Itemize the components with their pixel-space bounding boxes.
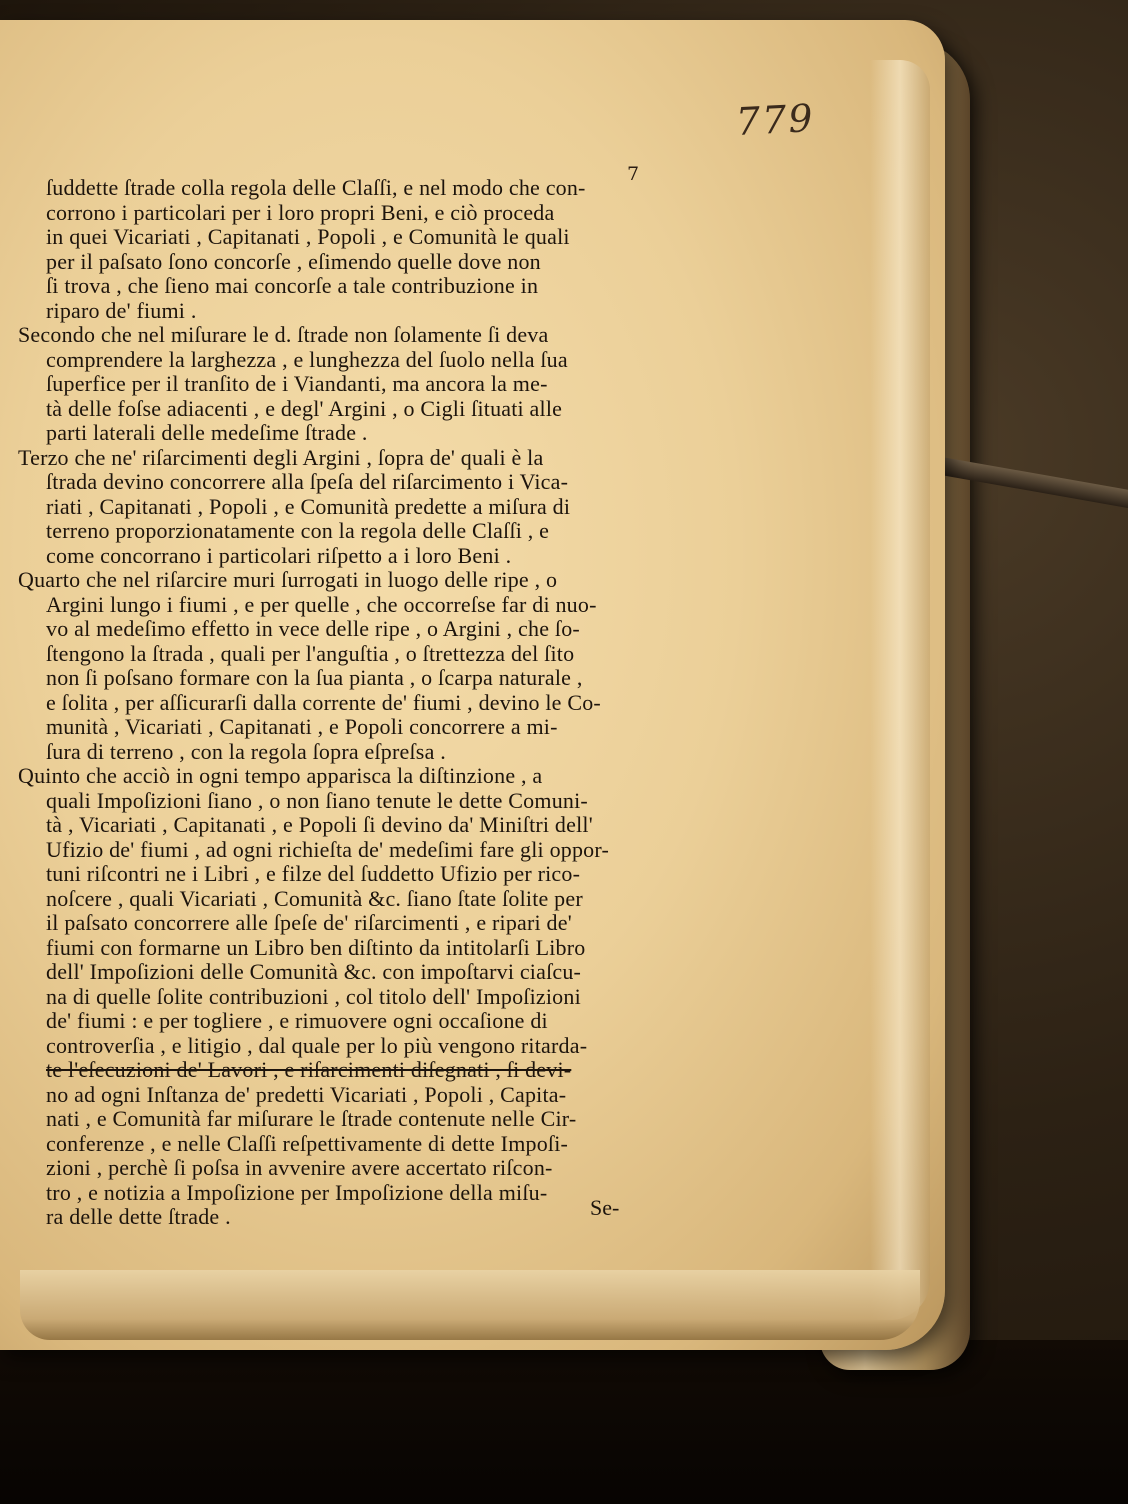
text-line: quali Impoſizioni ſiano , o non ſiano tenute le dette Comuni- xyxy=(46,787,588,813)
text-line: ſura di terreno , con la regola ſopra eſpreſsa . xyxy=(46,738,446,764)
text-line: Terzo che ne' riſarcimenti degli Argini , ſopra de' quali è la xyxy=(18,444,544,470)
text-line: riati , Capitanati , Popoli , e Comunità predette a miſura di xyxy=(46,493,571,519)
text-line: Ufizio de' fiumi , ad ogni richieſta de' medeſimi fare gli oppor- xyxy=(46,836,609,862)
text-line: il paſsato concorrere alle ſpeſe de' riſarcimenti , e ripari de' xyxy=(46,910,572,935)
text-line: Quinto che acciò in ogni tempo apparisca la diſtinzione , a xyxy=(18,763,543,788)
text-line: no ad ogni Inſtanza de' predetti Vicariati , Popoli , Capita- xyxy=(46,1081,567,1107)
text-line: ſi trova , che ſieno mai concorſe a tale contribuzione in xyxy=(46,273,539,298)
text-line: fiumi con formarne un Libro ben diſtinto da intitolarſi Libro xyxy=(46,934,586,960)
text-line: ſtengono la ſtrada , quali per l'anguſtia , o ſtrettezza del ſito xyxy=(46,640,575,666)
text-line: vo al medeſimo effetto in vece delle ripe , o Argini , che ſo- xyxy=(46,616,580,641)
handwritten-folio-number: 779 xyxy=(734,95,816,145)
text-line: na di quelle ſolite contribuzioni , col titolo dell' Impoſizioni xyxy=(46,983,581,1009)
text-line: ſuddette ſtrade colla regola delle Claſſi, e nel modo che con- xyxy=(46,175,586,200)
text-line: corrono i particolari per i loro propri Beni, e ciò proceda xyxy=(46,199,555,225)
text-line: tro , e notizia a Impoſizione per Impoſizione della miſu- xyxy=(46,1179,548,1205)
text-line: munità , Vicariati , Capitanati , e Popoli concorrere a mi- xyxy=(46,714,558,739)
text-line: te l'eſecuzioni de' Lavori , e riſarcimenti diſegnati , ſi devi- xyxy=(46,1057,572,1082)
text-line: tà delle foſse adiacenti , e degl' Argini , o Cigli ſituati alle xyxy=(46,395,563,421)
text-line: parti laterali delle medeſime ſtrade . xyxy=(46,420,368,445)
text-line: de' fiumi : e per togliere , e rimuovere ogni occaſione di xyxy=(46,1008,548,1033)
text-line: Argini lungo i fiumi , e per quelle , che occorreſse far di nuo- xyxy=(46,591,597,617)
printed-page-number: 7 xyxy=(627,163,640,185)
text-line: ra delle dette ſtrade . xyxy=(46,1204,231,1229)
text-line: dell' Impoſizioni delle Comunità &c. con impoſtarvi ciaſcu- xyxy=(46,959,582,984)
text-line: noſcere , quali Vicariati , Comunità &c. ſiano ſtate ſolite per xyxy=(46,885,583,911)
text-line: terreno proporzionatamente con la regola delle Claſſi , e xyxy=(46,518,550,543)
page-curled-edge xyxy=(870,60,930,1320)
text-line: ſtrada devino concorrere alla ſpeſa del riſarcimento i Vica- xyxy=(46,469,569,494)
text-line: tà , Vicariati , Capitanati , e Popoli ſi devino da' Miniſtri dell' xyxy=(46,812,593,837)
text-line: in quei Vicariati , Capitanati , Popoli , e Comunità le quali xyxy=(46,224,570,249)
text-line: Secondo che nel miſurare le d. ſtrade non ſolamente ſi deva xyxy=(18,322,549,347)
text-line: Quarto che nel riſarcire muri ſurrogati in luogo delle ripe , o xyxy=(18,567,558,592)
page-bottom-edge xyxy=(20,1270,920,1340)
background-shadow xyxy=(0,1340,1128,1504)
text-line: non ſi poſsano formare con la ſua pianta , o ſcarpa naturale , xyxy=(46,665,583,690)
catchword: Se- xyxy=(590,1195,620,1220)
text-line: e ſolita , per aſſicurarſi dalla corrente de' fiumi , devino le Co- xyxy=(46,689,601,715)
text-line: conferenze , e nelle Claſſi reſpettivamente di dette Impoſi- xyxy=(46,1130,569,1156)
text-line: come concorrano i particolari riſpetto a i loro Beni . xyxy=(46,542,512,568)
text-line: comprendere la larghezza , e lunghezza del ſuolo nella ſua xyxy=(46,346,568,372)
text-line: per il paſsato ſono concorſe , eſimendo quelle dove non xyxy=(46,248,541,274)
text-line: zioni , perchè ſi poſsa in avvenire avere accertato riſcon- xyxy=(46,1155,553,1180)
text-line: ſuperfice per il tranſito de i Viandanti, ma ancora la me- xyxy=(46,371,548,396)
text-line: riparo de' fiumi . xyxy=(46,297,197,323)
text-line: nati , e Comunità far miſurare le ſtrade contenute nelle Cir- xyxy=(46,1106,577,1131)
text-line: tuni riſcontri ne i Libri , e filze del ſuddetto Ufizio per rico- xyxy=(46,861,581,886)
body-text xyxy=(18,176,678,1230)
text-line: controverſia , e litigio , dal quale per lo più vengono ritarda- xyxy=(46,1032,588,1058)
